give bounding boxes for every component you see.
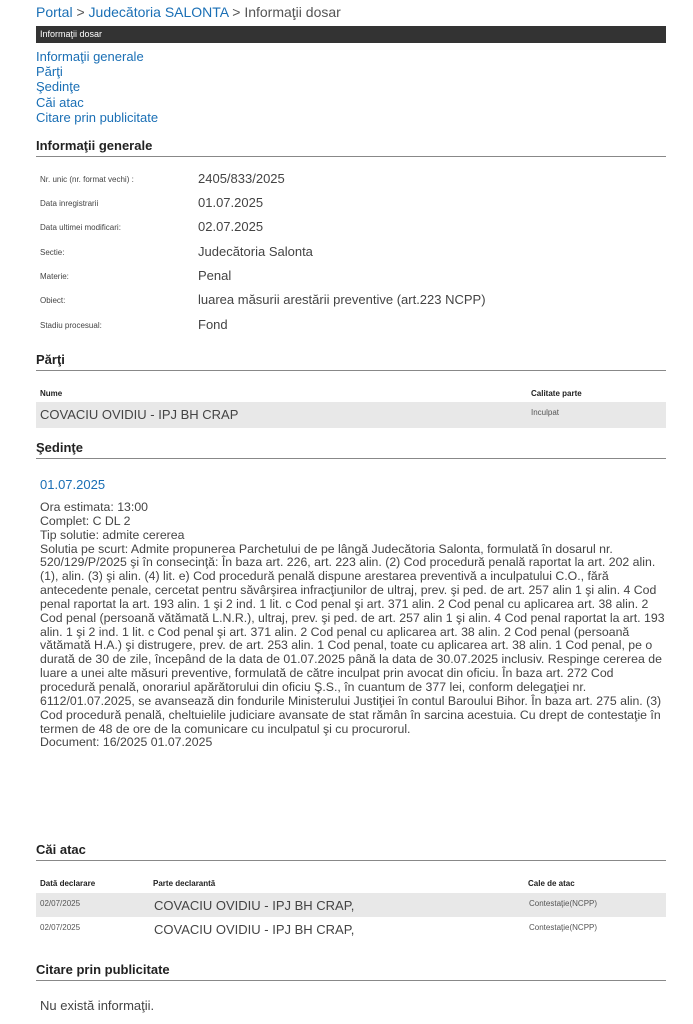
hearing-details (40, 501, 665, 750)
column-header-nume: Nume (40, 389, 63, 398)
appeal-date: 02/07/2025 (40, 923, 81, 932)
section-nav (36, 49, 158, 125)
column-header-cale-atac: Cale de atac (528, 879, 575, 888)
hearing-time: Ora estimata: 13:00 (40, 500, 148, 514)
nav-link-citare[interactable]: Citare prin publicitate (36, 109, 159, 125)
hearing-document: Document: 16/2025 01.07.2025 (40, 735, 213, 750)
column-header-data-declarare: Dată declarare (40, 879, 96, 888)
info-label: Stadiu procesual: (40, 321, 102, 330)
party-name: COVACIU OVIDIU - IPJ BH CRAP (40, 407, 239, 422)
table-row (36, 402, 666, 428)
page-title-bar: Informaţii dosar (36, 26, 666, 43)
hearing-solution-type: Tip solutie: admite cererea (40, 527, 185, 542)
breadcrumb-separator: > (76, 4, 85, 20)
info-row-stadiu (40, 317, 660, 345)
party-role: Inculpat (531, 408, 560, 417)
appeal-type: Contestaţie(NCPP) (529, 923, 598, 932)
info-label: Sectie: (40, 248, 65, 257)
info-row-sectie (40, 244, 660, 272)
section-heading-citare: Citare prin publicitate (36, 962, 666, 981)
info-value: Penal (198, 268, 232, 283)
table-row (36, 917, 666, 941)
section-heading-sedinte: Şedinţe (36, 440, 666, 459)
info-row-data-modificari (40, 219, 660, 247)
column-header-parte-declaranta: Parte declarantă (153, 879, 216, 888)
nav-link-informatii-generale[interactable]: Informaţii generale (36, 49, 144, 64)
breadcrumb-current: Informaţii dosar (244, 4, 341, 20)
info-label: Materie: (40, 272, 69, 281)
info-label: Obiect: (40, 296, 66, 305)
info-row-data-inregistrarii (40, 195, 660, 223)
hearing-solution-summary: Solutia pe scurt: Admite propunerea Parchetului de pe lângă Judecătoria Salonta, formulată în dosarul nr. 520/129/P/2025 şi în consecinţă: În baza art. 226, art. 223 alin. (2) Cod procedură penală raportat la art. 202 alin. (1), alin. (3) şi alin. (4) lit. e) Cod procedură penală dispune arestarea preventivă a inculpatului C.O., fără antecedente penale, cercetat pentru săvârşirea infracţiunilor de ultraj, prev. şi ped. de art. 257 alin 1 şi alin. 4 Cod penal raportat la art. 193 alin. 1 şi 2 ind. 1 lit. c Cod penal şi art. 371 alin. 2 Cod penal cu aplicarea art. 38 alin. 2 Cod penal (persoană vătămată L.N.R.), ultraj, prev. şi ped. de art. 257 alin 1 şi alin. 4 Cod penal raportat la art. 193 alin. 1 şi 2 ind. 1 lit. c Cod penal şi art. 371 alin. 2 Cod penal cu aplicarea art. 38 alin. 2 Cod penal (persoană vătămată H.A.) şi distrugere, prev. de art. 253 alin. 1 Cod penal, toate cu aplicarea art. 38 alin. 1 Cod penal, pe o durată de 30 de zile, începând de la data de 01.07.2025 până la data de 30.07.2025 inclusiv. Respinge cererea de luare a unei alte măsuri preventive, formulată de către inculpat prin avocat din oficiu. În baza art. 272 Cod procedură penală, onorariul apărătorului din oficiu Ş.S., în cuantum de 377 lei, conform delegaţiei nr. 6112/01.07.2025, se avansează din fondurile Ministerului Justiţiei în contul Baroului Bihor. În baza art. 275 alin. (3) Cod procedură penală, cheltuielile judiciare avansate de stat rămân în sarcina acestuia. Cu drept de contestaţie în termen de 48 de ore de la comunicare cu inculpatul şi cu procurorul. (40, 541, 665, 736)
section-heading-general: Informaţii generale (36, 138, 666, 157)
info-label: Data inregistrarii (40, 199, 99, 208)
hearing-date: 01.07.2025 (40, 477, 106, 492)
info-value: 02.07.2025 (198, 219, 264, 234)
nav-link-cai-atac[interactable]: Căi atac (36, 94, 84, 110)
info-label: Nr. unic (nr. format vechi) : (40, 175, 134, 184)
hearing-panel: Complet: C DL 2 (40, 513, 131, 528)
appeal-party: COVACIU OVIDIU - IPJ BH CRAP, (154, 922, 355, 937)
info-value: 01.07.2025 (198, 195, 264, 210)
section-heading-cai-atac: Căi atac (36, 842, 666, 861)
info-row-nr-unic (40, 171, 660, 199)
nav-link-sedinte[interactable]: Şedinţe (36, 79, 81, 95)
appeal-date: 02/07/2025 (40, 899, 81, 908)
table-row (36, 893, 666, 917)
info-value: luarea măsurii arestării preventive (art.223 NCPP) (198, 292, 486, 307)
nav-link-parti[interactable]: Părţi (36, 64, 63, 80)
column-header-calitate: Calitate parte (531, 389, 582, 398)
section-heading-parti: Părţi (36, 352, 666, 371)
breadcrumb-court-link[interactable]: Judecătoria SALONTA (88, 4, 229, 20)
info-value: Fond (198, 317, 228, 332)
info-value: Judecătoria Salonta (198, 244, 313, 259)
empty-state-message: Nu există informaţii. (40, 998, 155, 1013)
info-label: Data ultimei modificari: (40, 223, 121, 232)
info-value: 2405/833/2025 (198, 171, 285, 186)
info-row-obiect (40, 292, 660, 320)
appeal-type: Contestaţie(NCPP) (529, 899, 598, 908)
breadcrumb-separator: > (232, 4, 241, 20)
breadcrumb-portal-link[interactable]: Portal (36, 4, 73, 20)
appeal-party: COVACIU OVIDIU - IPJ BH CRAP, (154, 898, 355, 913)
breadcrumb (36, 4, 341, 20)
